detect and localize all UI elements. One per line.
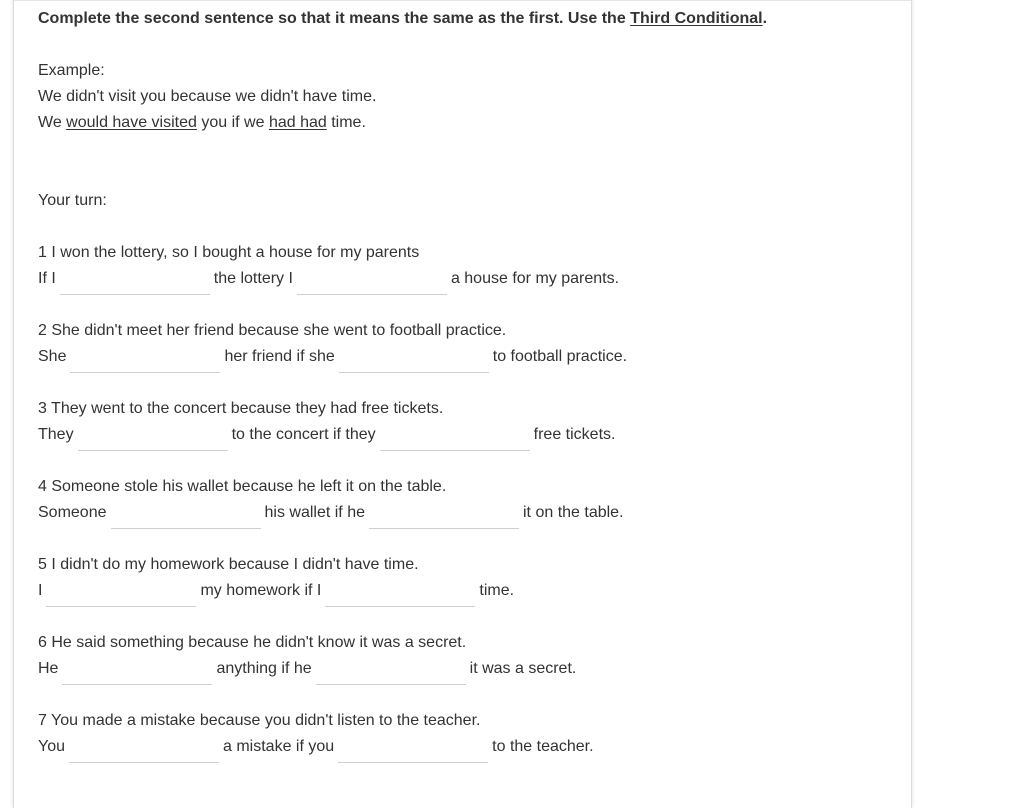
third-conditional-link[interactable]: Third Conditional [630, 10, 763, 27]
example-answer-underlined: had had [268, 114, 327, 131]
example-answer-text: We [38, 114, 67, 131]
question-item-4 [38, 474, 898, 526]
answer-blank-1[interactable] [62, 666, 212, 685]
answer-line [38, 578, 898, 604]
answer-blank-2[interactable] [380, 432, 530, 451]
question-prompt: 4 Someone stole his wallet because he left it on the table. [38, 478, 447, 495]
answer-blank-1[interactable] [69, 744, 219, 763]
answer-text: anything if he [216, 660, 312, 677]
answer-text: a mistake if you [223, 738, 335, 755]
question-item-1 [38, 240, 898, 292]
answer-blank-1[interactable] [111, 510, 261, 529]
example-sentence: We didn't visit you because we didn't have time. [38, 88, 377, 105]
answer-blank-1[interactable] [46, 588, 196, 607]
your-turn-label: Your turn: [38, 192, 107, 209]
answer-text: to the concert if they [231, 426, 376, 443]
answer-text: it on the table. [523, 504, 624, 521]
question-item-7 [38, 708, 898, 760]
answer-text: to the teacher. [492, 738, 594, 755]
answer-blank-2[interactable] [338, 744, 488, 763]
exercise-content [38, 6, 898, 760]
answer-text: it was a secret. [469, 660, 577, 677]
answer-text: the lottery I [213, 270, 293, 287]
example-answer-text: you if we [196, 114, 269, 131]
question-prompt: 2 She didn't meet her friend because she went to football practice. [38, 322, 507, 339]
example-label: Example: [38, 62, 105, 79]
answer-blank-1[interactable] [70, 354, 220, 373]
question-item-6 [38, 630, 898, 682]
question-prompt: 6 He said something because he didn't know it was a secret. [38, 634, 467, 651]
top-divider [14, 0, 911, 1]
spacer [38, 32, 898, 58]
answer-line [38, 422, 898, 448]
answer-text: If I [38, 270, 56, 287]
answer-text: her friend if she [224, 348, 335, 365]
question-prompt: 1 I won the lottery, so I bought a house for my parents [38, 244, 420, 261]
question-item-3 [38, 396, 898, 448]
answer-blank-2[interactable] [325, 588, 475, 607]
answer-text: They [38, 426, 74, 443]
answer-line [38, 266, 898, 292]
example-answer-underlined: would have visited [66, 114, 197, 131]
answer-text: my homework if I [200, 582, 322, 599]
answer-text: He [38, 660, 59, 677]
question-prompt: 3 They went to the concert because they had free tickets. [38, 400, 444, 417]
answer-line [38, 656, 898, 682]
question-item-5 [38, 552, 898, 604]
answer-text: to football practice. [492, 348, 628, 365]
answer-text: free tickets. [533, 426, 616, 443]
answer-text: She [38, 348, 67, 365]
answer-line [38, 734, 898, 760]
answer-blank-1[interactable] [78, 432, 228, 451]
answer-text: his wallet if he [264, 504, 365, 521]
answer-text: I [38, 582, 43, 599]
answer-line [38, 500, 898, 526]
answer-blank-2[interactable] [369, 510, 519, 529]
instructions-end: . [762, 10, 768, 27]
answer-line [38, 344, 898, 370]
instructions [38, 6, 898, 32]
question-prompt: 5 I didn't do my homework because I didn't have time. [38, 556, 419, 573]
question-prompt: 7 You made a mistake because you didn't listen to the teacher. [38, 712, 481, 729]
instructions-text: Complete the second sentence so that it means the same as the first. Use the [38, 10, 631, 27]
exercise-card [13, 0, 912, 808]
example-answer [38, 110, 898, 136]
answer-text: time. [479, 582, 515, 599]
answer-blank-2[interactable] [297, 276, 447, 295]
answer-blank-2[interactable] [339, 354, 489, 373]
answer-text: You [38, 738, 65, 755]
answer-text: Someone [38, 504, 107, 521]
spacer [38, 136, 898, 188]
answer-blank-2[interactable] [316, 666, 466, 685]
example-answer-text: time. [326, 114, 366, 131]
question-item-2 [38, 318, 898, 370]
answer-text: a house for my parents. [450, 270, 620, 287]
answer-blank-1[interactable] [60, 276, 210, 295]
